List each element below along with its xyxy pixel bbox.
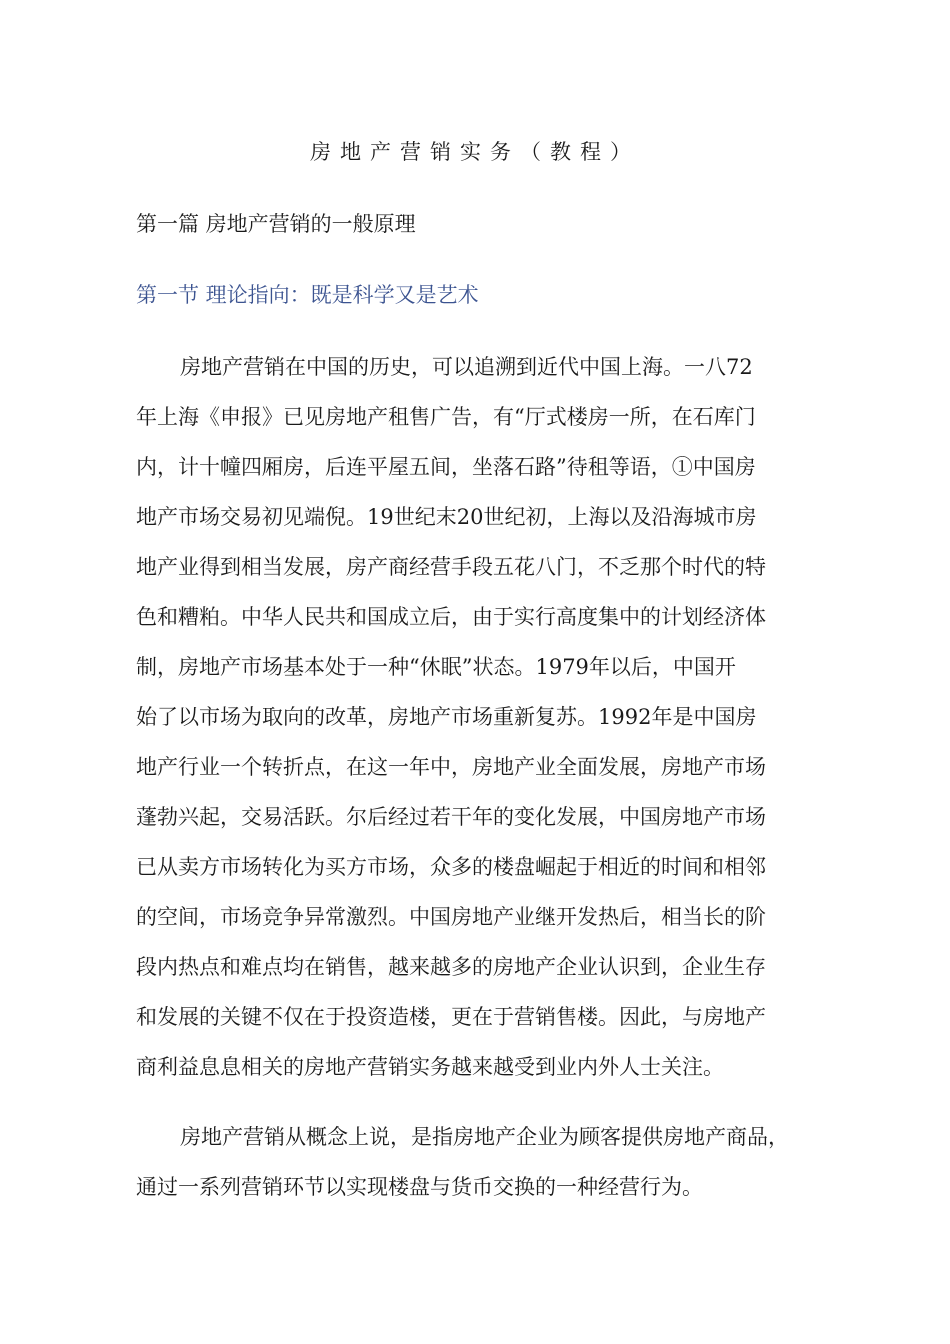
paragraph-history (136, 342, 836, 1092)
paragraph-line: 始了以市场为取向的改革，房地产市场重新复苏。1992年是中国房 (136, 705, 757, 729)
part-heading: 第一篇 房地产营销的一般原理 (136, 212, 416, 236)
paragraph-line: 商利益息息相关的房地产营销实务越来越受到业内外人士关注。 (136, 1055, 724, 1079)
paragraph-line: 年上海《申报》已见房地产租售广告，有“厅式楼房一所，在石库门 (136, 405, 756, 429)
section-heading: 第一节 理论指向：既是科学又是艺术 (136, 283, 479, 307)
document-title: 房地产营销实务（教程） (310, 140, 640, 164)
paragraph-line: 制，房地产市场基本处于一种“休眠”状态。1979年以后，中国开 (136, 655, 736, 679)
paragraph-line: 通过一系列营销环节以实现楼盘与货币交换的一种经营行为。 (136, 1175, 703, 1199)
paragraph-line: 蓬勃兴起，交易活跃。尔后经过若干年的变化发展，中国房地产市场 (136, 805, 766, 829)
paragraph-line: 内，计十幢四厢房，后连平屋五间，坐落石路”待租等语，①中国房 (136, 455, 756, 479)
paragraph-line: 房地产营销在中国的历史，可以追溯到近代中国上海。一八72 (180, 355, 753, 379)
paragraph-line: 色和糟粕。中华人民共和国成立后，由于实行高度集中的计划经济体 (136, 605, 766, 629)
paragraph-line: 房地产营销从概念上说，是指房地产企业为顾客提供房地产商品， (180, 1125, 789, 1149)
paragraph-definition (136, 1112, 836, 1212)
paragraph-line: 地产市场交易初见端倪。19世纪末20世纪初，上海以及沿海城市房 (136, 505, 757, 529)
paragraph-line: 和发展的关键不仅在于投资造楼，更在于营销售楼。因此，与房地产 (136, 1005, 766, 1029)
paragraph-line: 地产行业一个转折点，在这一年中，房地产业全面发展，房地产市场 (136, 755, 766, 779)
paragraph-line: 段内热点和难点均在销售，越来越多的房地产企业认识到，企业生存 (136, 955, 766, 979)
paragraph-line: 地产业得到相当发展，房产商经营手段五花八门，不乏那个时代的特 (136, 555, 766, 579)
paragraph-line: 的空间，市场竞争异常激烈。中国房地产业继开发热后，相当长的阶 (136, 905, 766, 929)
paragraph-line: 已从卖方市场转化为买方市场，众多的楼盘崛起于相近的时间和相邻 (136, 855, 766, 879)
